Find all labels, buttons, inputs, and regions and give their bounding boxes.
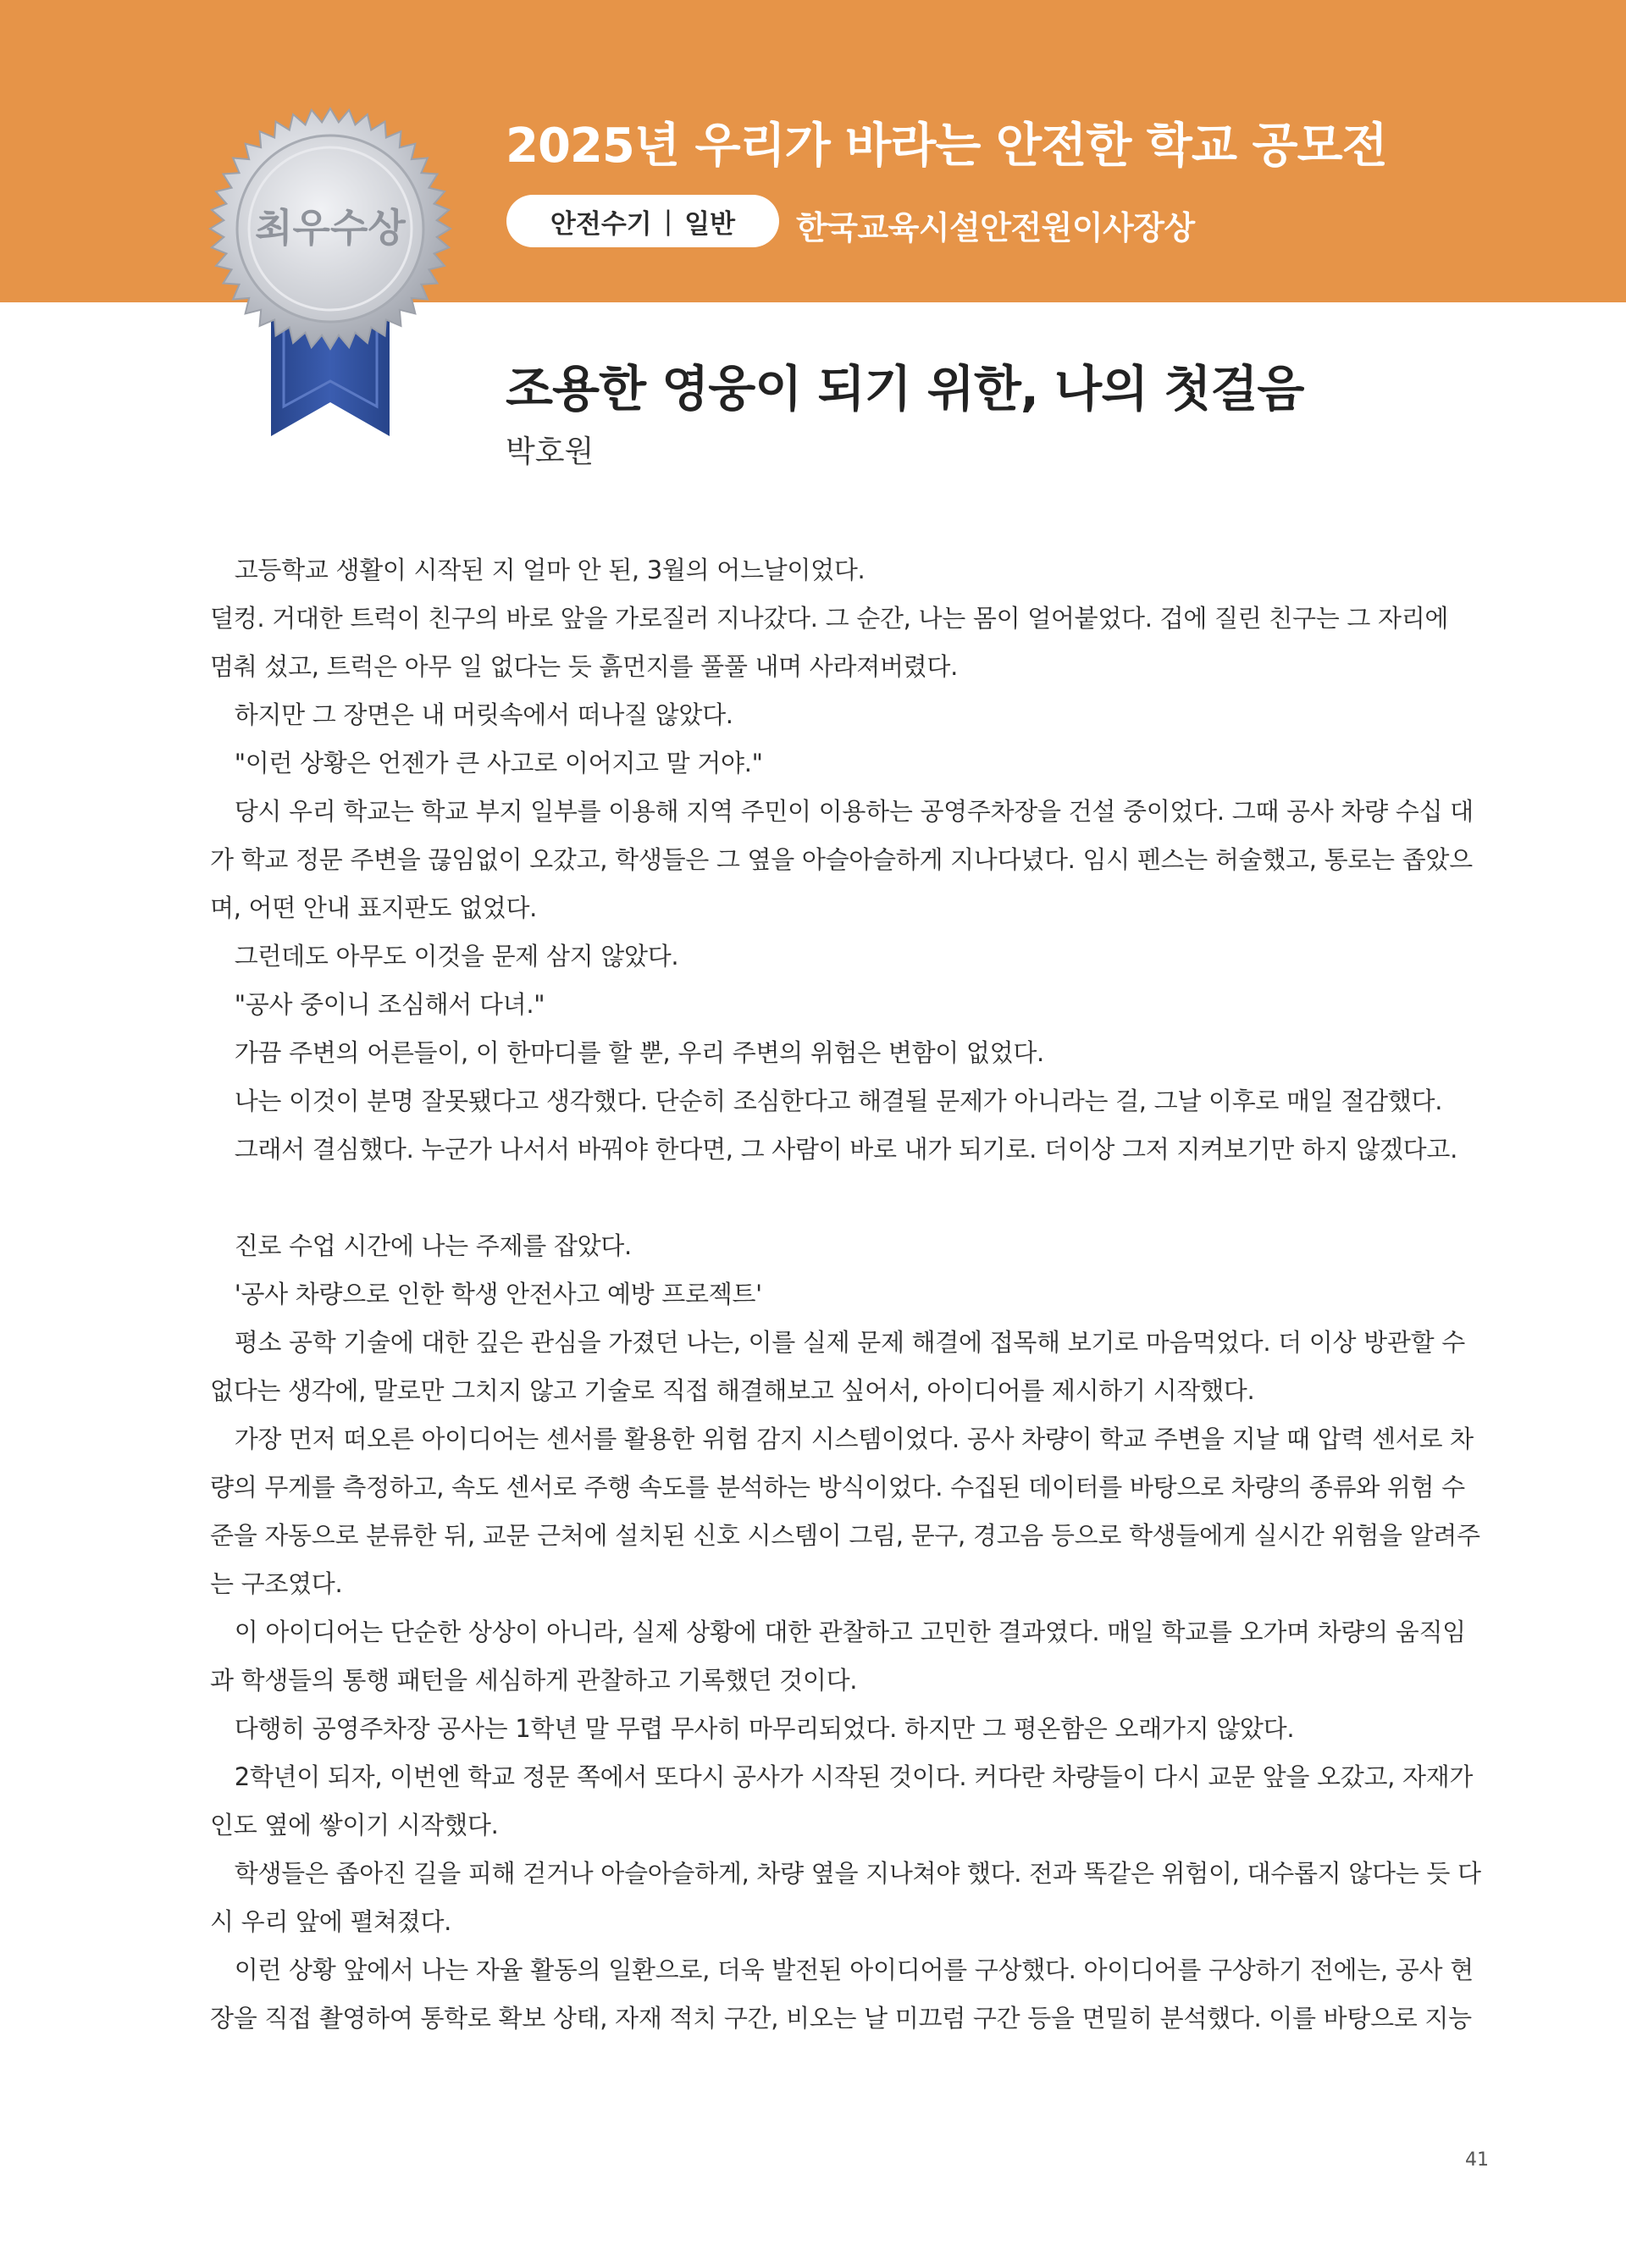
body-line: 평소 공학 기술에 대한 깊은 관심을 가졌던 나는, 이를 실제 문제 해결에 접목해 보기로 마음먹었다. 더 이상 방관할 수 [210, 1328, 1465, 1357]
award-medal-icon [203, 102, 457, 449]
body-line: 나는 이것이 분명 잘못됐다고 생각했다. 단순히 조심한다고 해결될 문제가 아니라는 걸, 그날 이후로 매일 절감했다. [210, 1087, 1443, 1115]
body-line: 고등학교 생활이 시작된 지 얼마 안 된, 3월의 어느날이었다. [210, 556, 866, 584]
category-label: 안전수기 [550, 208, 652, 240]
body-line: 덜컹. 거대한 트럭이 친구의 바로 앞을 가로질러 지나갔다. 그 순간, 나는 몸이 얼어붙었다. 겁에 질린 친구는 그 자리에 [210, 604, 1449, 633]
body-line: 과 학생들의 통행 패턴을 세심하게 관찰하고 기록했던 것이다. [210, 1666, 858, 1695]
body-line: 그래서 결심했다. 누군가 나서서 바꿔야 한다면, 그 사람이 바로 내가 되기로. 더이상 그저 지켜보기만 하지 않겠다고. [210, 1135, 1457, 1164]
category-separator: | [663, 206, 673, 236]
division-label: 일반 [684, 208, 736, 240]
body-line: '공사 차량으로 인한 학생 안전사고 예방 프로젝트' [210, 1280, 762, 1308]
medal-label: 최우수상 [255, 205, 406, 251]
author-name: 박호원 [506, 434, 595, 469]
body-line: 진로 수업 시간에 나는 주제를 잡았다. [210, 1231, 632, 1260]
article-title: 조용한 영웅이 되기 위한, 나의 첫걸음 [506, 360, 1304, 418]
body-line: "공사 중이니 조심해서 다녀." [210, 990, 545, 1019]
contest-title: 2025년 우리가 바라는 안전한 학교 공모전 [506, 119, 1387, 174]
body-line: 없다는 생각에, 말로만 그치지 않고 기술로 직접 해결해보고 싶어서, 아이디어를 제시하기 시작했다. [210, 1376, 1255, 1405]
body-line: 가 학교 정문 주변을 끊임없이 오갔고, 학생들은 그 옆을 아슬아슬하게 지나다녔다. 임시 펜스는 허술했고, 통로는 좁았으 [210, 845, 1473, 874]
article-body [210, 546, 1481, 2043]
page-number: 41 [1465, 2149, 1489, 2171]
body-line: 그런데도 아무도 이것을 문제 삼지 않았다. [210, 942, 679, 971]
body-line: 인도 옆에 쌓이기 시작했다. [210, 1811, 499, 1839]
body-line: 며, 어떤 안내 표지판도 없었다. [210, 893, 538, 922]
body-line: 다행히 공영주차장 공사는 1학년 말 무렵 무사히 마무리되었다. 하지만 그 평온함은 오래가지 않았다. [210, 1714, 1295, 1743]
category-badge [506, 195, 779, 247]
body-line: 하지만 그 장면은 내 머릿속에서 떠나질 않았다. [210, 700, 733, 729]
body-line: 멈춰 섰고, 트럭은 아무 일 없다는 듯 흙먼지를 풀풀 내며 사라져버렸다. [210, 652, 959, 681]
body-line: 량의 무게를 측정하고, 속도 센서로 주행 속도를 분석하는 방식이었다. 수집된 데이터를 바탕으로 차량의 종류와 위험 수 [210, 1473, 1465, 1502]
body-line: 이 아이디어는 단순한 상상이 아니라, 실제 상황에 대한 관찰하고 고민한 결과였다. 매일 학교를 오가며 차량의 움직임 [210, 1618, 1466, 1646]
body-line: 는 구조였다. [210, 1569, 343, 1598]
body-line: 장을 직접 촬영하여 통학로 확보 상태, 자재 적치 구간, 비오는 날 미끄럼 구간 등을 면밀히 분석했다. 이를 바탕으로 지능 [210, 2004, 1472, 2033]
body-line: 학생들은 좁아진 길을 피해 걷거나 아슬아슬하게, 차량 옆을 지나쳐야 했다. 전과 똑같은 위험이, 대수롭지 않다는 듯 다 [210, 1859, 1481, 1888]
body-line: 가장 먼저 떠오른 아이디어는 센서를 활용한 위험 감지 시스템이었다. 공사 차량이 학교 주변을 지날 때 압력 센서로 차 [210, 1424, 1474, 1453]
body-line: 가끔 주변의 어른들이, 이 한마디를 할 뿐, 우리 주변의 위험은 변함이 없었다. [210, 1038, 1044, 1067]
body-line: 준을 자동으로 분류한 뒤, 교문 근처에 설치된 신호 시스템이 그림, 문구, 경고음 등으로 학생들에게 실시간 위험을 알려주 [210, 1521, 1480, 1550]
prize-name: 한국교육시설안전원이사장상 [796, 209, 1195, 246]
body-line: 당시 우리 학교는 학교 부지 일부를 이용해 지역 주민이 이용하는 공영주차장을 건설 중이었다. 그때 공사 차량 수십 대 [210, 797, 1474, 826]
body-line: 2학년이 되자, 이번엔 학교 정문 쪽에서 또다시 공사가 시작된 것이다. 커다란 차량들이 다시 교문 앞을 오갔고, 자재가 [210, 1762, 1474, 1791]
body-line: 이런 상황 앞에서 나는 자율 활동의 일환으로, 더욱 발전된 아이디어를 구상했다. 아이디어를 구상하기 전에는, 공사 현 [210, 1955, 1474, 1984]
body-line: "이런 상황은 언젠가 큰 사고로 이어지고 말 거야." [210, 749, 763, 777]
body-line: 시 우리 앞에 펼쳐졌다. [210, 1907, 452, 1936]
blank-line [210, 1174, 1472, 1222]
